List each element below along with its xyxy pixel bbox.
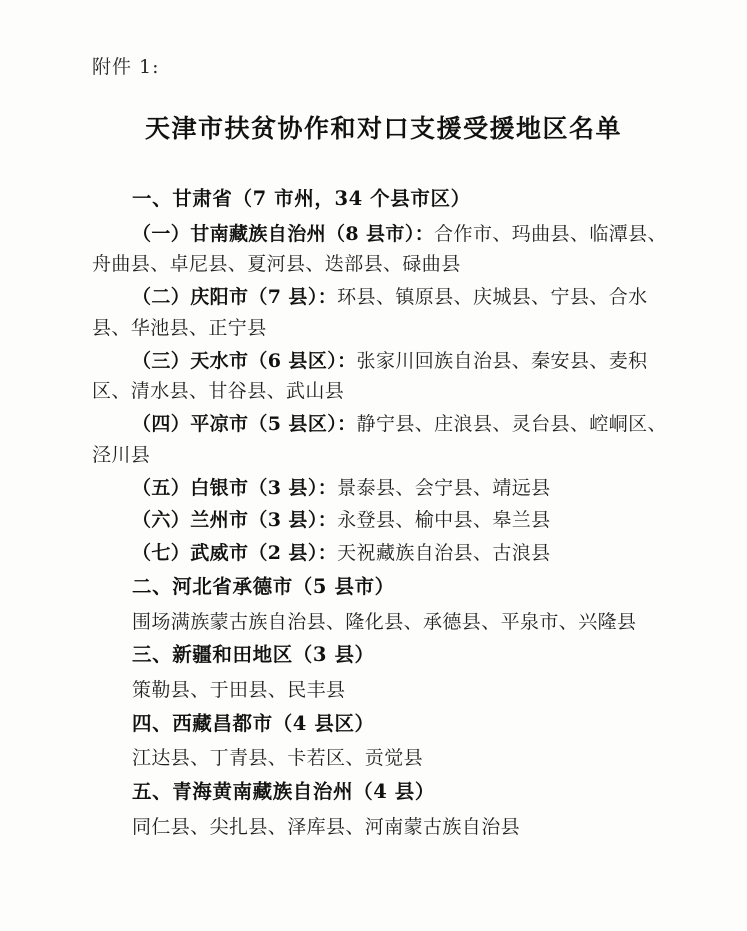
sub-item-title: （三）天水市（6 县区）： (132, 349, 357, 372)
section-body-4: 江达县、丁青县、卡若区、贡觉县 (132, 747, 424, 770)
section-heading-3: 三、新疆和田地区（3 县） (132, 643, 375, 667)
sub-item-title: （二）庆阳市（7 县）： (132, 286, 338, 309)
sub-item-title: （五）白银市（3 县）： (132, 476, 338, 499)
section-body-5: 同仁县、尖扎县、泽库县、河南蒙古族自治县 (132, 815, 521, 838)
sub-item-body: 景泰县、会宁县、靖远县 (337, 476, 551, 499)
sub-item-body: 永登县、榆中县、皋兰县 (337, 509, 551, 532)
section-heading-2: 二、河北省承德市（5 县市） (132, 575, 395, 598)
sub-item-1-3 (92, 346, 675, 408)
sub-item-body: 合作市、玛曲县、临潭县、舟曲县、卓尼县、夏河县、迭部县、碌曲县 (92, 222, 667, 276)
section-body-3: 策勒县、于田县、民丰县 (132, 678, 346, 701)
section-heading-4: 四、西藏昌都市（4 县区） (132, 711, 375, 735)
sub-item-1-2 (92, 282, 675, 344)
section-body-2: 围场满族蒙古族自治县、隆化县、承德县、平泉市、兴隆县 (132, 610, 637, 633)
sub-item-1-1 (92, 219, 675, 281)
sub-item-title: （四）平凉市（5 县区）： (132, 413, 357, 436)
sub-item-title: （一）甘南藏族自治州（8 县市）： (132, 222, 435, 245)
sub-item-body: 张家川回族自治县、秦安县、麦积区、清水县、甘谷县、武山县 (92, 349, 648, 403)
sub-item-body: 环县、镇原县、庆城县、宁县、合水县、华池县、正宁县 (92, 286, 648, 339)
sub-item-1-7 (92, 538, 675, 569)
sub-item-1-5 (92, 473, 675, 504)
section-heading-5: 五、青海黄南藏族自治州（4 县） (132, 780, 435, 804)
sub-item-1-4 (92, 409, 675, 471)
section-heading-1: 一、甘肃省（7 市州，34 个县市区） (132, 187, 471, 210)
sub-item-body: 静宁县、庄浪县、灵台县、崆峒区、泾川县 (92, 413, 667, 466)
page-title: 天津市扶贫协作和对口支援受援地区名单 (144, 114, 622, 143)
sub-item-title: （六）兰州市（3 县）： (132, 509, 338, 532)
sub-item-title: （七）武威市（2 县）： (132, 542, 338, 565)
sub-item-1-6 (92, 505, 675, 536)
sub-item-body: 天祝藏族自治县、古浪县 (337, 542, 551, 565)
attachment-label: 附件 1: (92, 56, 160, 78)
